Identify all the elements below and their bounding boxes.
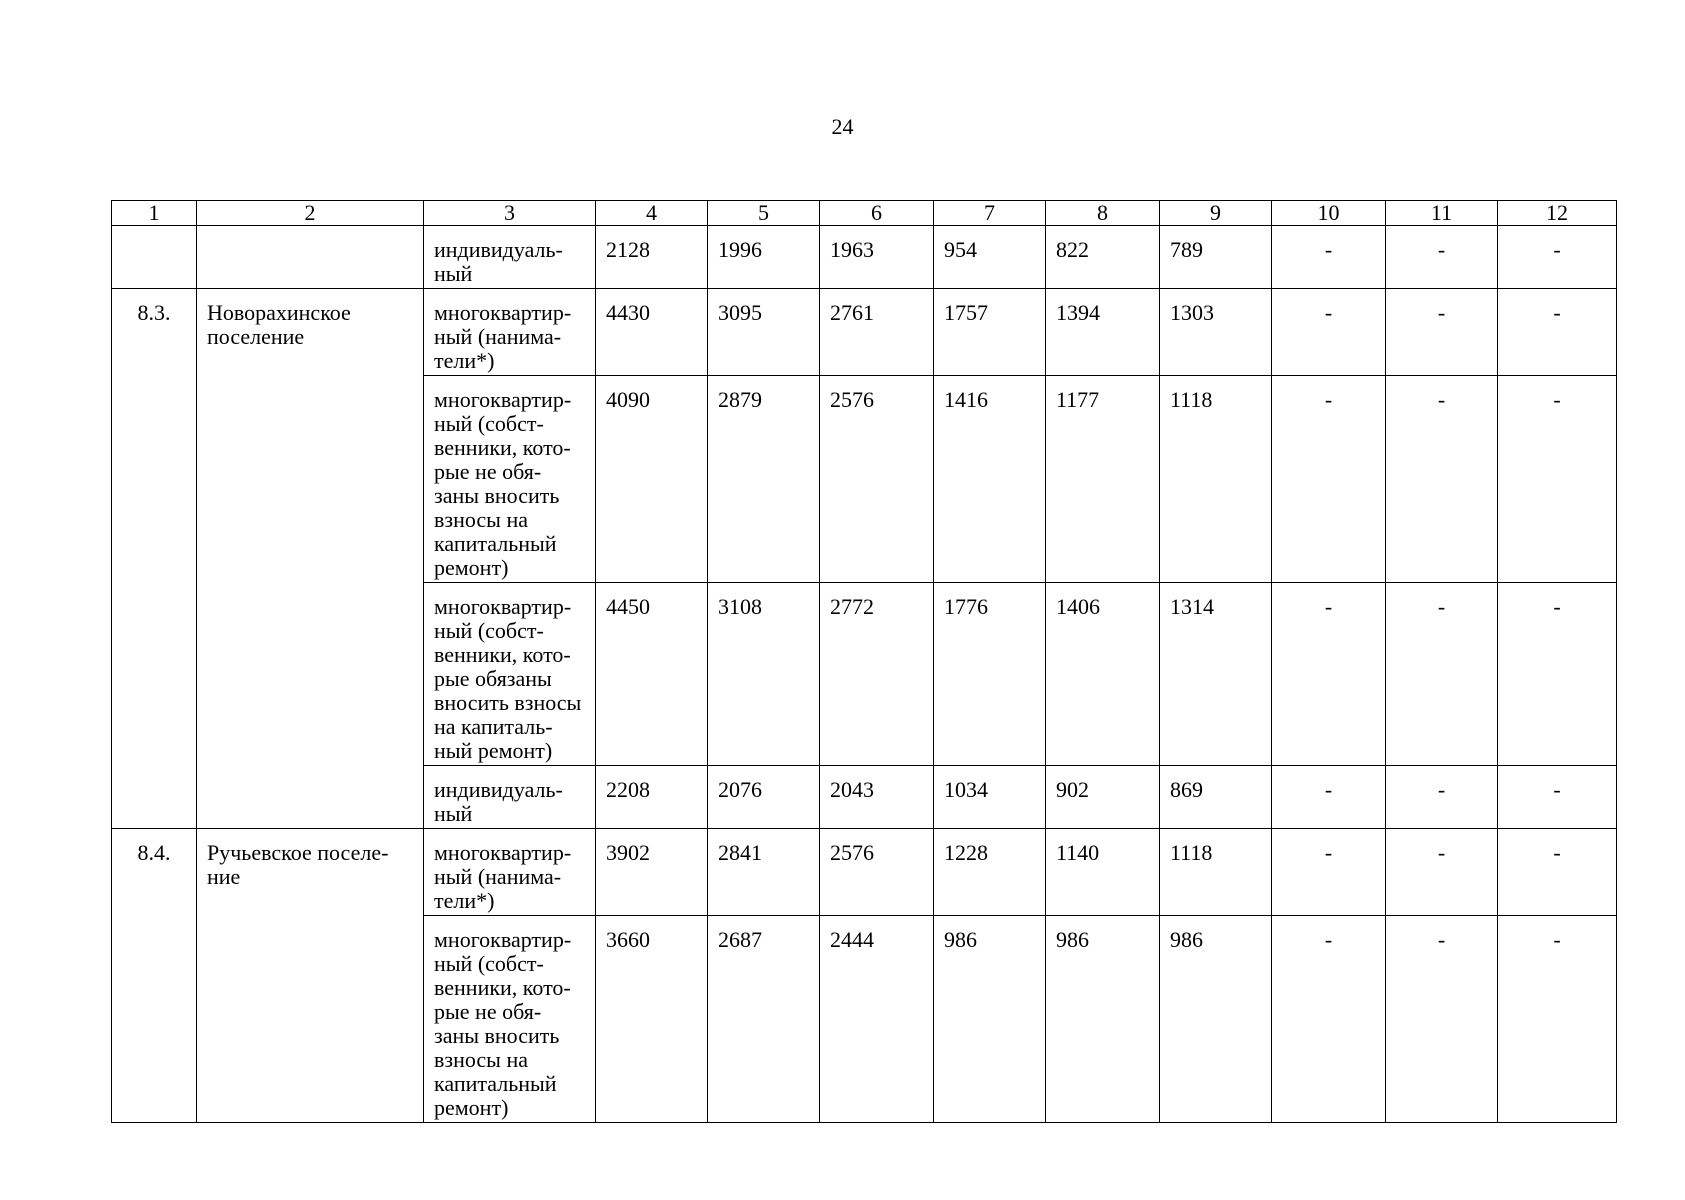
value-cell-col-9: 1314 — [1160, 583, 1272, 766]
column-number-8: 8 — [1046, 201, 1160, 226]
value-cell-col-9: 789 — [1160, 226, 1272, 289]
section-number: 8.3. — [112, 289, 197, 829]
value-cell-col-7: 986 — [934, 916, 1046, 1123]
value-cell-col-4: 4090 — [596, 376, 708, 583]
value-cell-col-8: 1140 — [1046, 829, 1160, 916]
table-row — [112, 829, 1617, 916]
value-cell-col-5: 3095 — [708, 289, 820, 376]
value-cell-col-12: - — [1498, 289, 1617, 376]
value-cell-col-6: 2772 — [820, 583, 934, 766]
value-cell-col-7: 1034 — [934, 766, 1046, 829]
settlement-name — [197, 226, 424, 289]
value-cell-col-4: 2128 — [596, 226, 708, 289]
column-number-7: 7 — [934, 201, 1046, 226]
value-cell-col-8: 1406 — [1046, 583, 1160, 766]
value-cell-col-11: - — [1386, 289, 1498, 376]
value-cell-col-8: 986 — [1046, 916, 1160, 1123]
housing-type: многоквартир- ный (собст- венники, кото- рые не обя- заны вносить взносы на капитальный ремонт) — [424, 916, 596, 1123]
value-cell-col-9: 869 — [1160, 766, 1272, 829]
value-cell-col-6: 1963 — [820, 226, 934, 289]
table-body — [112, 226, 1617, 1123]
value-cell-col-10: - — [1272, 226, 1386, 289]
value-cell-col-11: - — [1386, 766, 1498, 829]
value-cell-col-12: - — [1498, 226, 1617, 289]
column-number-11: 11 — [1386, 201, 1498, 226]
value-cell-col-5: 1996 — [708, 226, 820, 289]
value-cell-col-10: - — [1272, 583, 1386, 766]
value-cell-col-6: 2043 — [820, 766, 934, 829]
value-cell-col-4: 3902 — [596, 829, 708, 916]
column-number-4: 4 — [596, 201, 708, 226]
value-cell-col-10: - — [1272, 829, 1386, 916]
value-cell-col-11: - — [1386, 829, 1498, 916]
value-cell-col-5: 3108 — [708, 583, 820, 766]
column-number-2: 2 — [197, 201, 424, 226]
column-number-12: 12 — [1498, 201, 1617, 226]
value-cell-col-7: 1228 — [934, 829, 1046, 916]
value-cell-col-8: 902 — [1046, 766, 1160, 829]
housing-type: многоквартир- ный (нанима- тели*) — [424, 829, 596, 916]
housing-type: индивидуаль- ный — [424, 226, 596, 289]
housing-type: многоквартир- ный (собст- венники, кото- рые не обя- заны вносить взносы на капитальный ремонт) — [424, 376, 596, 583]
value-cell-col-5: 2841 — [708, 829, 820, 916]
value-cell-col-11: - — [1386, 376, 1498, 583]
column-number-header — [112, 201, 1617, 226]
table-row — [112, 226, 1617, 289]
value-cell-col-9: 1118 — [1160, 829, 1272, 916]
column-number-10: 10 — [1272, 201, 1386, 226]
value-cell-col-11: - — [1386, 583, 1498, 766]
value-cell-col-5: 2076 — [708, 766, 820, 829]
value-cell-col-4: 3660 — [596, 916, 708, 1123]
value-cell-col-8: 822 — [1046, 226, 1160, 289]
housing-type: индивидуаль- ный — [424, 766, 596, 829]
value-cell-col-11: - — [1386, 916, 1498, 1123]
tariff-table — [111, 200, 1617, 1123]
value-cell-col-5: 2879 — [708, 376, 820, 583]
settlement-name: Ручьевское поселе- ние — [197, 829, 424, 1123]
value-cell-col-4: 4450 — [596, 583, 708, 766]
value-cell-col-5: 2687 — [708, 916, 820, 1123]
value-cell-col-7: 1776 — [934, 583, 1046, 766]
section-number — [112, 226, 197, 289]
value-cell-col-4: 2208 — [596, 766, 708, 829]
value-cell-col-12: - — [1498, 766, 1617, 829]
value-cell-col-10: - — [1272, 289, 1386, 376]
value-cell-col-6: 2444 — [820, 916, 934, 1123]
housing-type: многоквартир- ный (собст- венники, кото- рые обязаны вносить взносы на капиталь- ный ремонт) — [424, 583, 596, 766]
value-cell-col-6: 2576 — [820, 829, 934, 916]
table-row — [112, 289, 1617, 376]
value-cell-col-7: 954 — [934, 226, 1046, 289]
value-cell-col-6: 2761 — [820, 289, 934, 376]
value-cell-col-12: - — [1498, 583, 1617, 766]
column-number-6: 6 — [820, 201, 934, 226]
header-row — [112, 201, 1617, 226]
value-cell-col-7: 1757 — [934, 289, 1046, 376]
value-cell-col-10: - — [1272, 376, 1386, 583]
value-cell-col-8: 1177 — [1046, 376, 1160, 583]
value-cell-col-9: 1118 — [1160, 376, 1272, 583]
column-number-3: 3 — [424, 201, 596, 226]
value-cell-col-12: - — [1498, 829, 1617, 916]
column-number-9: 9 — [1160, 201, 1272, 226]
settlement-name: Новорахинское поселение — [197, 289, 424, 829]
value-cell-col-7: 1416 — [934, 376, 1046, 583]
value-cell-col-10: - — [1272, 766, 1386, 829]
value-cell-col-9: 1303 — [1160, 289, 1272, 376]
housing-type: многоквартир- ный (нанима- тели*) — [424, 289, 596, 376]
value-cell-col-9: 986 — [1160, 916, 1272, 1123]
column-number-1: 1 — [112, 201, 197, 226]
value-cell-col-4: 4430 — [596, 289, 708, 376]
value-cell-col-8: 1394 — [1046, 289, 1160, 376]
value-cell-col-6: 2576 — [820, 376, 934, 583]
value-cell-col-12: - — [1498, 376, 1617, 583]
section-number: 8.4. — [112, 829, 197, 1123]
value-cell-col-11: - — [1386, 226, 1498, 289]
value-cell-col-12: - — [1498, 916, 1617, 1123]
page-number: 24 — [831, 114, 854, 139]
column-number-5: 5 — [708, 201, 820, 226]
value-cell-col-10: - — [1272, 916, 1386, 1123]
